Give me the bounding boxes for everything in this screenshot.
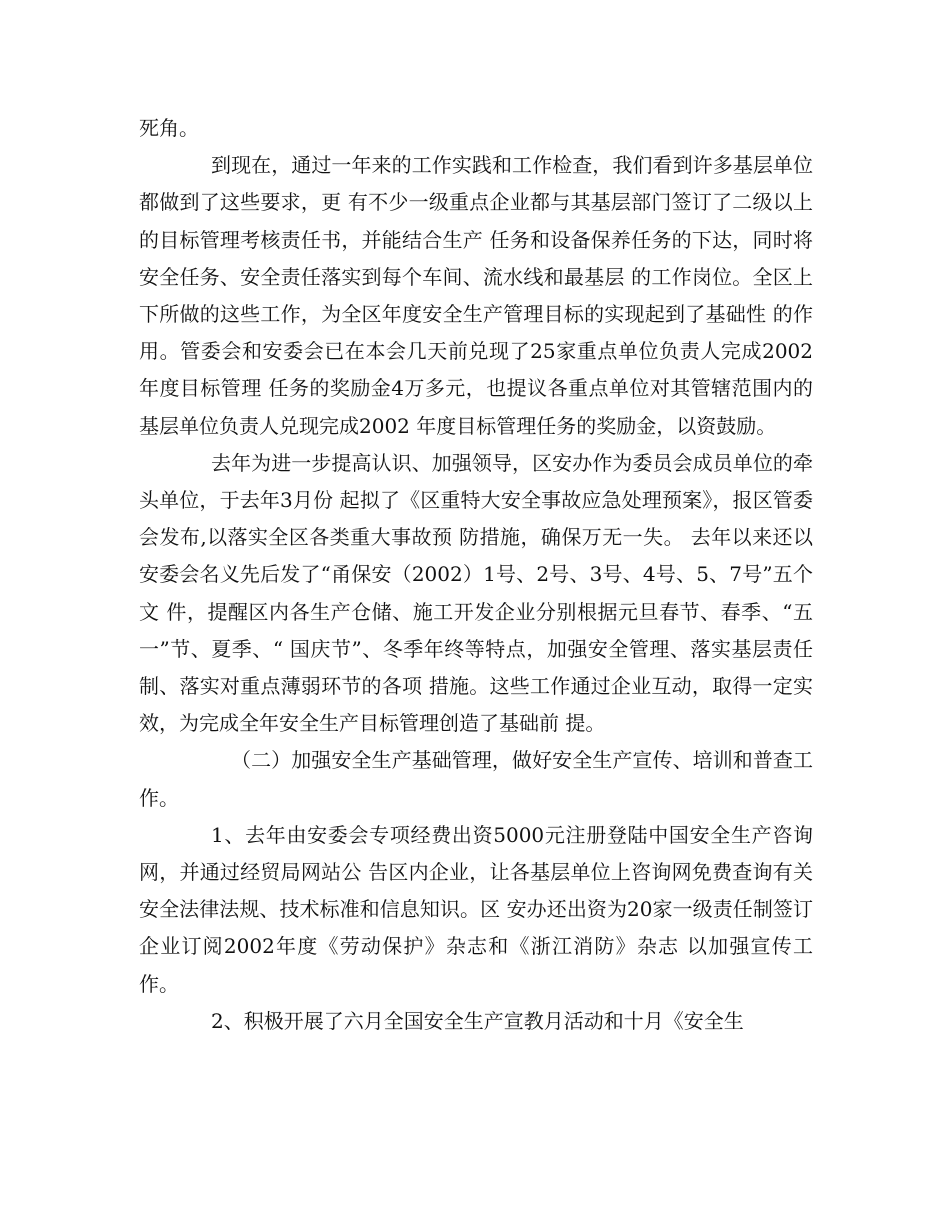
- section-heading: （二）加强安全生产基础管理，做好安全生产宣传、培训和普查工作。: [139, 748, 813, 810]
- paragraph-3: 去年为进一步提高认识、加强领导，区安办作为委员会成员单位的牵头单位，于去年3月份 起拟了《区重特大安全事故应急处理预案》，报区管委会发布,以落实全区各类重大事故预 防措施，确保万无一失。 去年以来还以安委会名义先后发了“甬保安（2002）1号、2号、3号、4号、5、7号”五个文 件，提醒区内各生产仓储、施工开发企业分别根据元旦春节、春季、“五一”节、夏季、“ 国庆节”、冬季年终等特点，加强安全管理、落实基层责任制、落实对重点薄弱环节的各项 措施。这些工作通过企业互动，取得一定实效，为完成全年安全生产目标管理创造了基础前 提。: [139, 450, 813, 736]
- paragraph-2: 到现在，通过一年来的工作实践和工作检查，我们看到许多基层单位都做到了这些要求，更 有不少一级重点企业都与其基层部门签订了二级以上的目标管理考核责任书，并能结合生产 任务和设备保养任务的下达，同时将安全任务、安全责任落实到每个车间、流水线和最基层 的工作岗位。全区上下所做的这些工作，为全区年度安全生产管理目标的实现起到了基础性 的作用。管委会和安委会已在本会几天前兑现了25家重点单位负责人完成2002年度目标管理 任务的奖励金4万多元，也提议各重点单位对其管辖范围内的基层单位负责人兑现完成2002 年度目标管理任务的奖励金，以资鼓励。: [139, 153, 813, 438]
- paragraph-6: 2、积极开展了六月全国安全生产宣教月活动和十月《安全生: [211, 1008, 744, 1033]
- paragraph-1: 死角。: [139, 116, 199, 140]
- paragraph-5: 1、去年由安委会专项经费出资5000元注册登陆中国安全生产咨询网，并通过经贸局网站公 告区内企业，让各基层单位上咨询网免费查询有关安全法律法规、技术标准和信息知识。区 安办还出资为20家一级责任制签订企业订阅2002年度《劳动保护》杂志和《浙江消防》杂志 以加强宣传工作。: [139, 822, 813, 996]
- document-page: [139, 110, 813, 1040]
